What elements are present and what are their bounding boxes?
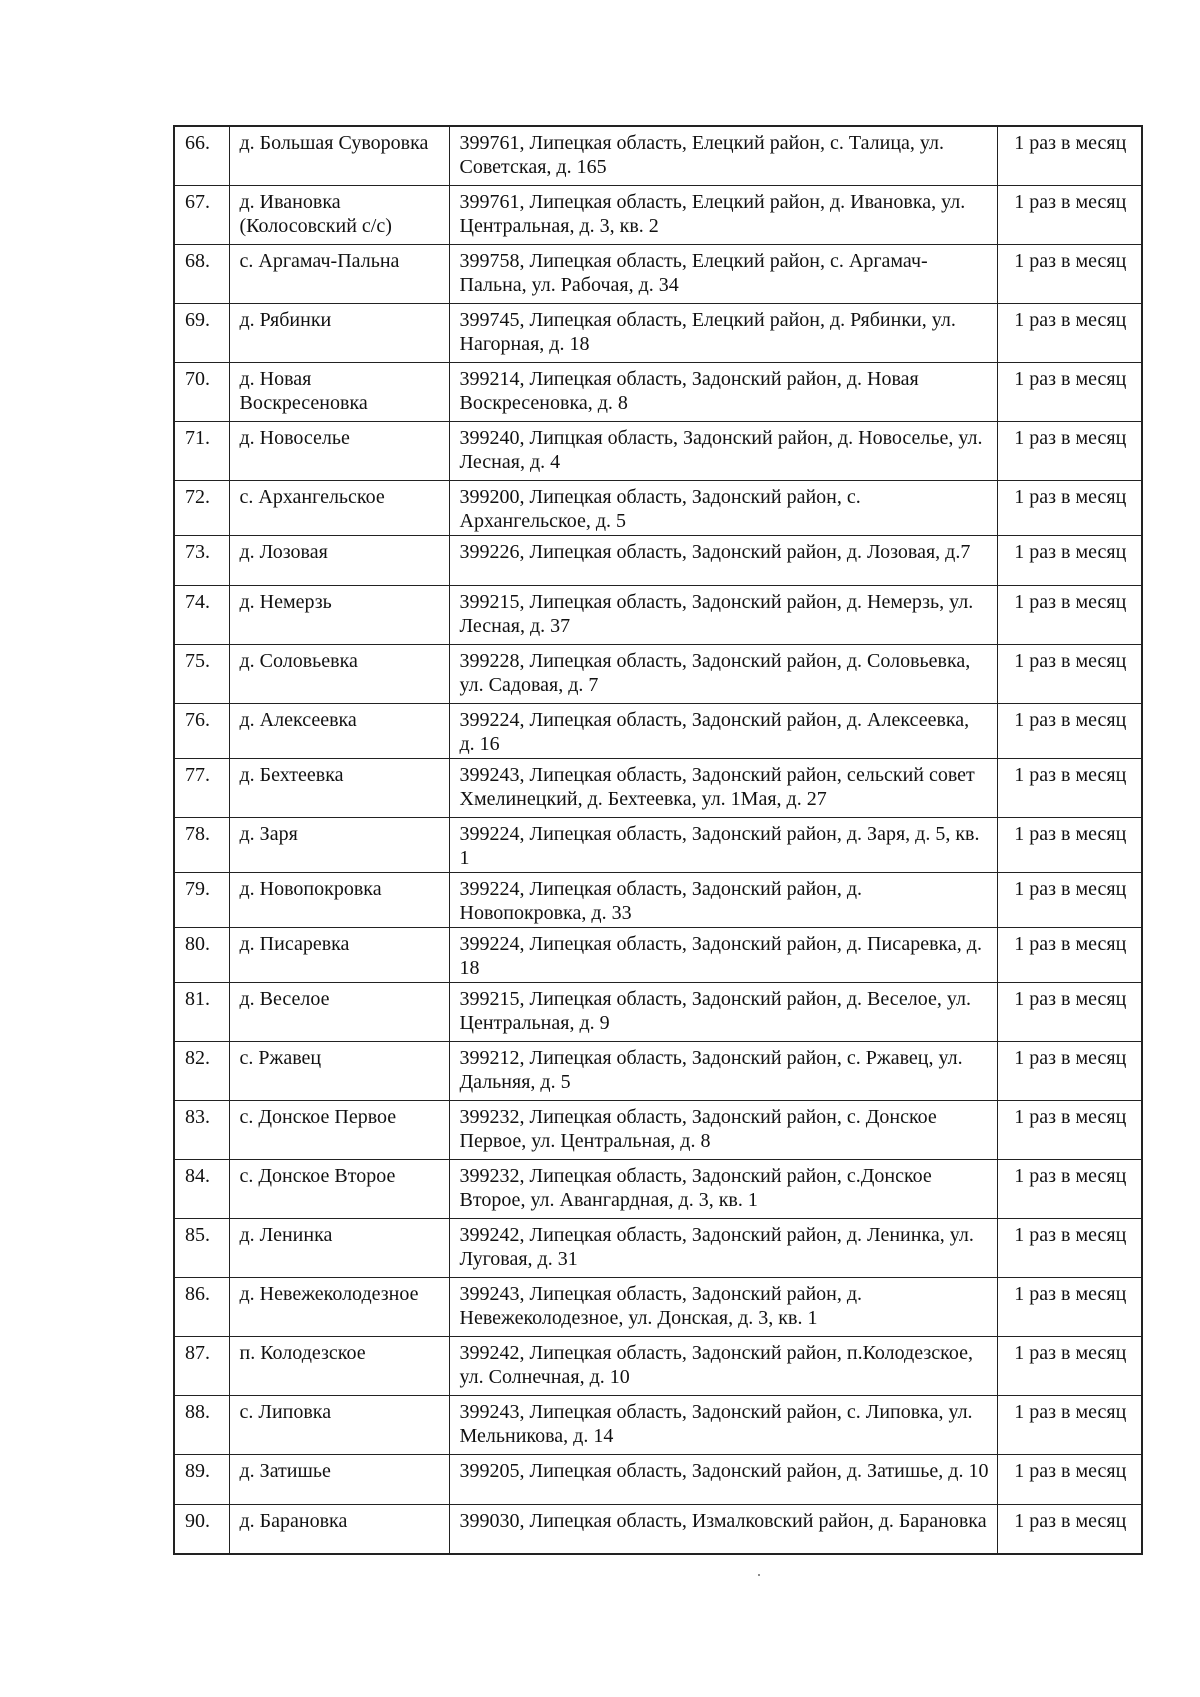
- table-row: [174, 1277, 1142, 1336]
- settlement-name: д. Новая Воскресеновка: [229, 362, 449, 421]
- visit-frequency: 1 раз в месяц: [997, 1395, 1142, 1454]
- table-row: [174, 1041, 1142, 1100]
- settlement-name: д. Новоселье: [229, 421, 449, 480]
- visit-frequency: 1 раз в месяц: [997, 303, 1142, 362]
- visit-frequency: 1 раз в месяц: [997, 982, 1142, 1041]
- row-number: 73.: [174, 535, 229, 585]
- postal-address: 399205, Липецкая область, Задонский район, д. Затишье, д. 10: [449, 1454, 997, 1504]
- table-body: [174, 126, 1142, 1554]
- settlement-name: д. Затишье: [229, 1454, 449, 1504]
- settlement-name: с. Донское Второе: [229, 1159, 449, 1218]
- settlement-name: д. Невежеколодезное: [229, 1277, 449, 1336]
- visit-frequency: 1 раз в месяц: [997, 1504, 1142, 1554]
- row-number: 80.: [174, 927, 229, 982]
- settlement-name: д. Немерзь: [229, 585, 449, 644]
- row-number: 76.: [174, 703, 229, 758]
- settlement-name: с. Липовка: [229, 1395, 449, 1454]
- row-number: 89.: [174, 1454, 229, 1504]
- row-number: 69.: [174, 303, 229, 362]
- settlement-name: д. Веселое: [229, 982, 449, 1041]
- row-number: 66.: [174, 126, 229, 185]
- table-row: [174, 362, 1142, 421]
- visit-frequency: 1 раз в месяц: [997, 644, 1142, 703]
- table-row: [174, 1159, 1142, 1218]
- table-row: [174, 585, 1142, 644]
- postal-address: 399761, Липецкая область, Елецкий район, д. Ивановка, ул. Центральная, д. 3, кв. 2: [449, 185, 997, 244]
- table-row: [174, 872, 1142, 927]
- postal-address: 399200, Липецкая область, Задонский район, с. Архангельское, д. 5: [449, 480, 997, 535]
- table-row: [174, 421, 1142, 480]
- postal-address: 399232, Липецкая область, Задонский район, с. Донское Первое, ул. Центральная, д. 8: [449, 1100, 997, 1159]
- row-number: 87.: [174, 1336, 229, 1395]
- settlement-name: с. Донское Первое: [229, 1100, 449, 1159]
- visit-frequency: 1 раз в месяц: [997, 1218, 1142, 1277]
- visit-frequency: 1 раз в месяц: [997, 362, 1142, 421]
- scan-speck: [758, 1574, 760, 1576]
- table-row: [174, 1454, 1142, 1504]
- settlement-name: д. Ивановка (Колосовский с/с): [229, 185, 449, 244]
- table-row: [174, 1100, 1142, 1159]
- settlement-name: д. Бехтеевка: [229, 758, 449, 817]
- settlement-name: д. Лозовая: [229, 535, 449, 585]
- table-row: [174, 817, 1142, 872]
- row-number: 67.: [174, 185, 229, 244]
- row-number: 74.: [174, 585, 229, 644]
- postal-address: 399761, Липецкая область, Елецкий район, с. Талица, ул. Советская, д. 165: [449, 126, 997, 185]
- visit-frequency: 1 раз в месяц: [997, 703, 1142, 758]
- row-number: 81.: [174, 982, 229, 1041]
- visit-frequency: 1 раз в месяц: [997, 1454, 1142, 1504]
- table-row: [174, 535, 1142, 585]
- postal-address: 399232, Липецкая область, Задонский район, с.Донское Второе, ул. Авангардная, д. 3, кв. 1: [449, 1159, 997, 1218]
- row-number: 68.: [174, 244, 229, 303]
- row-number: 90.: [174, 1504, 229, 1554]
- postal-address: 399214, Липецкая область, Задонский район, д. Новая Воскресеновка, д. 8: [449, 362, 997, 421]
- postal-address: 399224, Липецкая область, Задонский район, д. Алексеевка, д. 16: [449, 703, 997, 758]
- row-number: 71.: [174, 421, 229, 480]
- visit-frequency: 1 раз в месяц: [997, 1336, 1142, 1395]
- settlement-name: с. Архангельское: [229, 480, 449, 535]
- table-row: [174, 982, 1142, 1041]
- row-number: 77.: [174, 758, 229, 817]
- visit-frequency: 1 раз в месяц: [997, 927, 1142, 982]
- table-row: [174, 644, 1142, 703]
- row-number: 70.: [174, 362, 229, 421]
- settlement-name: с. Ржавец: [229, 1041, 449, 1100]
- postal-address: 399215, Липецкая область, Задонский район, д. Немерзь, ул. Лесная, д. 37: [449, 585, 997, 644]
- table-row: [174, 758, 1142, 817]
- visit-frequency: 1 раз в месяц: [997, 1277, 1142, 1336]
- row-number: 79.: [174, 872, 229, 927]
- settlement-name: с. Аргамач-Пальна: [229, 244, 449, 303]
- table-row: [174, 303, 1142, 362]
- postal-address: 399758, Липецкая область, Елецкий район, с. Аргамач-Пальна, ул. Рабочая, д. 34: [449, 244, 997, 303]
- table-row: [174, 1504, 1142, 1554]
- settlement-name: д. Алексеевка: [229, 703, 449, 758]
- table-row: [174, 185, 1142, 244]
- visit-frequency: 1 раз в месяц: [997, 421, 1142, 480]
- settlement-name: д. Рябинки: [229, 303, 449, 362]
- table-row: [174, 1218, 1142, 1277]
- postal-address: 399224, Липецкая область, Задонский район, д. Заря, д. 5, кв. 1: [449, 817, 997, 872]
- settlement-name: д. Ленинка: [229, 1218, 449, 1277]
- settlement-name: д. Заря: [229, 817, 449, 872]
- settlement-name: д. Новопокровка: [229, 872, 449, 927]
- table-row: [174, 1336, 1142, 1395]
- table-row: [174, 126, 1142, 185]
- postal-address: 399226, Липецкая область, Задонский район, д. Лозовая, д.7: [449, 535, 997, 585]
- postal-address: 399224, Липецкая область, Задонский район, д. Новопокровка, д. 33: [449, 872, 997, 927]
- table-row: [174, 927, 1142, 982]
- visit-frequency: 1 раз в месяц: [997, 126, 1142, 185]
- row-number: 83.: [174, 1100, 229, 1159]
- postal-address: 399242, Липецкая область, Задонский район, п.Колодезское, ул. Солнечная, д. 10: [449, 1336, 997, 1395]
- row-number: 75.: [174, 644, 229, 703]
- settlement-name: д. Большая Суворовка: [229, 126, 449, 185]
- visit-frequency: 1 раз в месяц: [997, 480, 1142, 535]
- table-row: [174, 1395, 1142, 1454]
- visit-frequency: 1 раз в месяц: [997, 185, 1142, 244]
- row-number: 86.: [174, 1277, 229, 1336]
- visit-frequency: 1 раз в месяц: [997, 1159, 1142, 1218]
- table-row: [174, 480, 1142, 535]
- visit-frequency: 1 раз в месяц: [997, 817, 1142, 872]
- row-number: 88.: [174, 1395, 229, 1454]
- settlement-name: п. Колодезское: [229, 1336, 449, 1395]
- table-row: [174, 703, 1142, 758]
- visit-frequency: 1 раз в месяц: [997, 535, 1142, 585]
- postal-address: 399212, Липецкая область, Задонский район, с. Ржавец, ул. Дальняя, д. 5: [449, 1041, 997, 1100]
- postal-address: 399243, Липецкая область, Задонский район, с. Липовка, ул. Мельникова, д. 14: [449, 1395, 997, 1454]
- row-number: 85.: [174, 1218, 229, 1277]
- visit-frequency: 1 раз в месяц: [997, 1100, 1142, 1159]
- table-row: [174, 244, 1142, 303]
- postal-address: 399215, Липецкая область, Задонский район, д. Веселое, ул. Центральная, д. 9: [449, 982, 997, 1041]
- visit-frequency: 1 раз в месяц: [997, 758, 1142, 817]
- row-number: 72.: [174, 480, 229, 535]
- settlement-schedule-table: [173, 125, 1143, 1555]
- row-number: 82.: [174, 1041, 229, 1100]
- visit-frequency: 1 раз в месяц: [997, 1041, 1142, 1100]
- settlement-name: д. Писаревка: [229, 927, 449, 982]
- postal-address: 399243, Липецкая область, Задонский район, сельский совет Хмелинецкий, д. Бехтеевка, ул. 1Мая, д. 27: [449, 758, 997, 817]
- visit-frequency: 1 раз в месяц: [997, 585, 1142, 644]
- postal-address: 399242, Липецкая область, Задонский район, д. Ленинка, ул. Луговая, д. 31: [449, 1218, 997, 1277]
- postal-address: 399243, Липецкая область, Задонский район, д. Невежеколодезное, ул. Донская, д. 3, кв. 1: [449, 1277, 997, 1336]
- postal-address: 399224, Липецкая область, Задонский район, д. Писаревка, д. 18: [449, 927, 997, 982]
- settlement-name: д. Барановка: [229, 1504, 449, 1554]
- row-number: 78.: [174, 817, 229, 872]
- visit-frequency: 1 раз в месяц: [997, 872, 1142, 927]
- postal-address: 399030, Липецкая область, Измалковский район, д. Барановка: [449, 1504, 997, 1554]
- postal-address: 399228, Липецкая область, Задонский район, д. Соловьевка, ул. Садовая, д. 7: [449, 644, 997, 703]
- postal-address: 399745, Липецкая область, Елецкий район, д. Рябинки, ул. Нагорная, д. 18: [449, 303, 997, 362]
- visit-frequency: 1 раз в месяц: [997, 244, 1142, 303]
- settlement-name: д. Соловьевка: [229, 644, 449, 703]
- postal-address: 399240, Липцкая область, Задонский район, д. Новоселье, ул. Лесная, д. 4: [449, 421, 997, 480]
- row-number: 84.: [174, 1159, 229, 1218]
